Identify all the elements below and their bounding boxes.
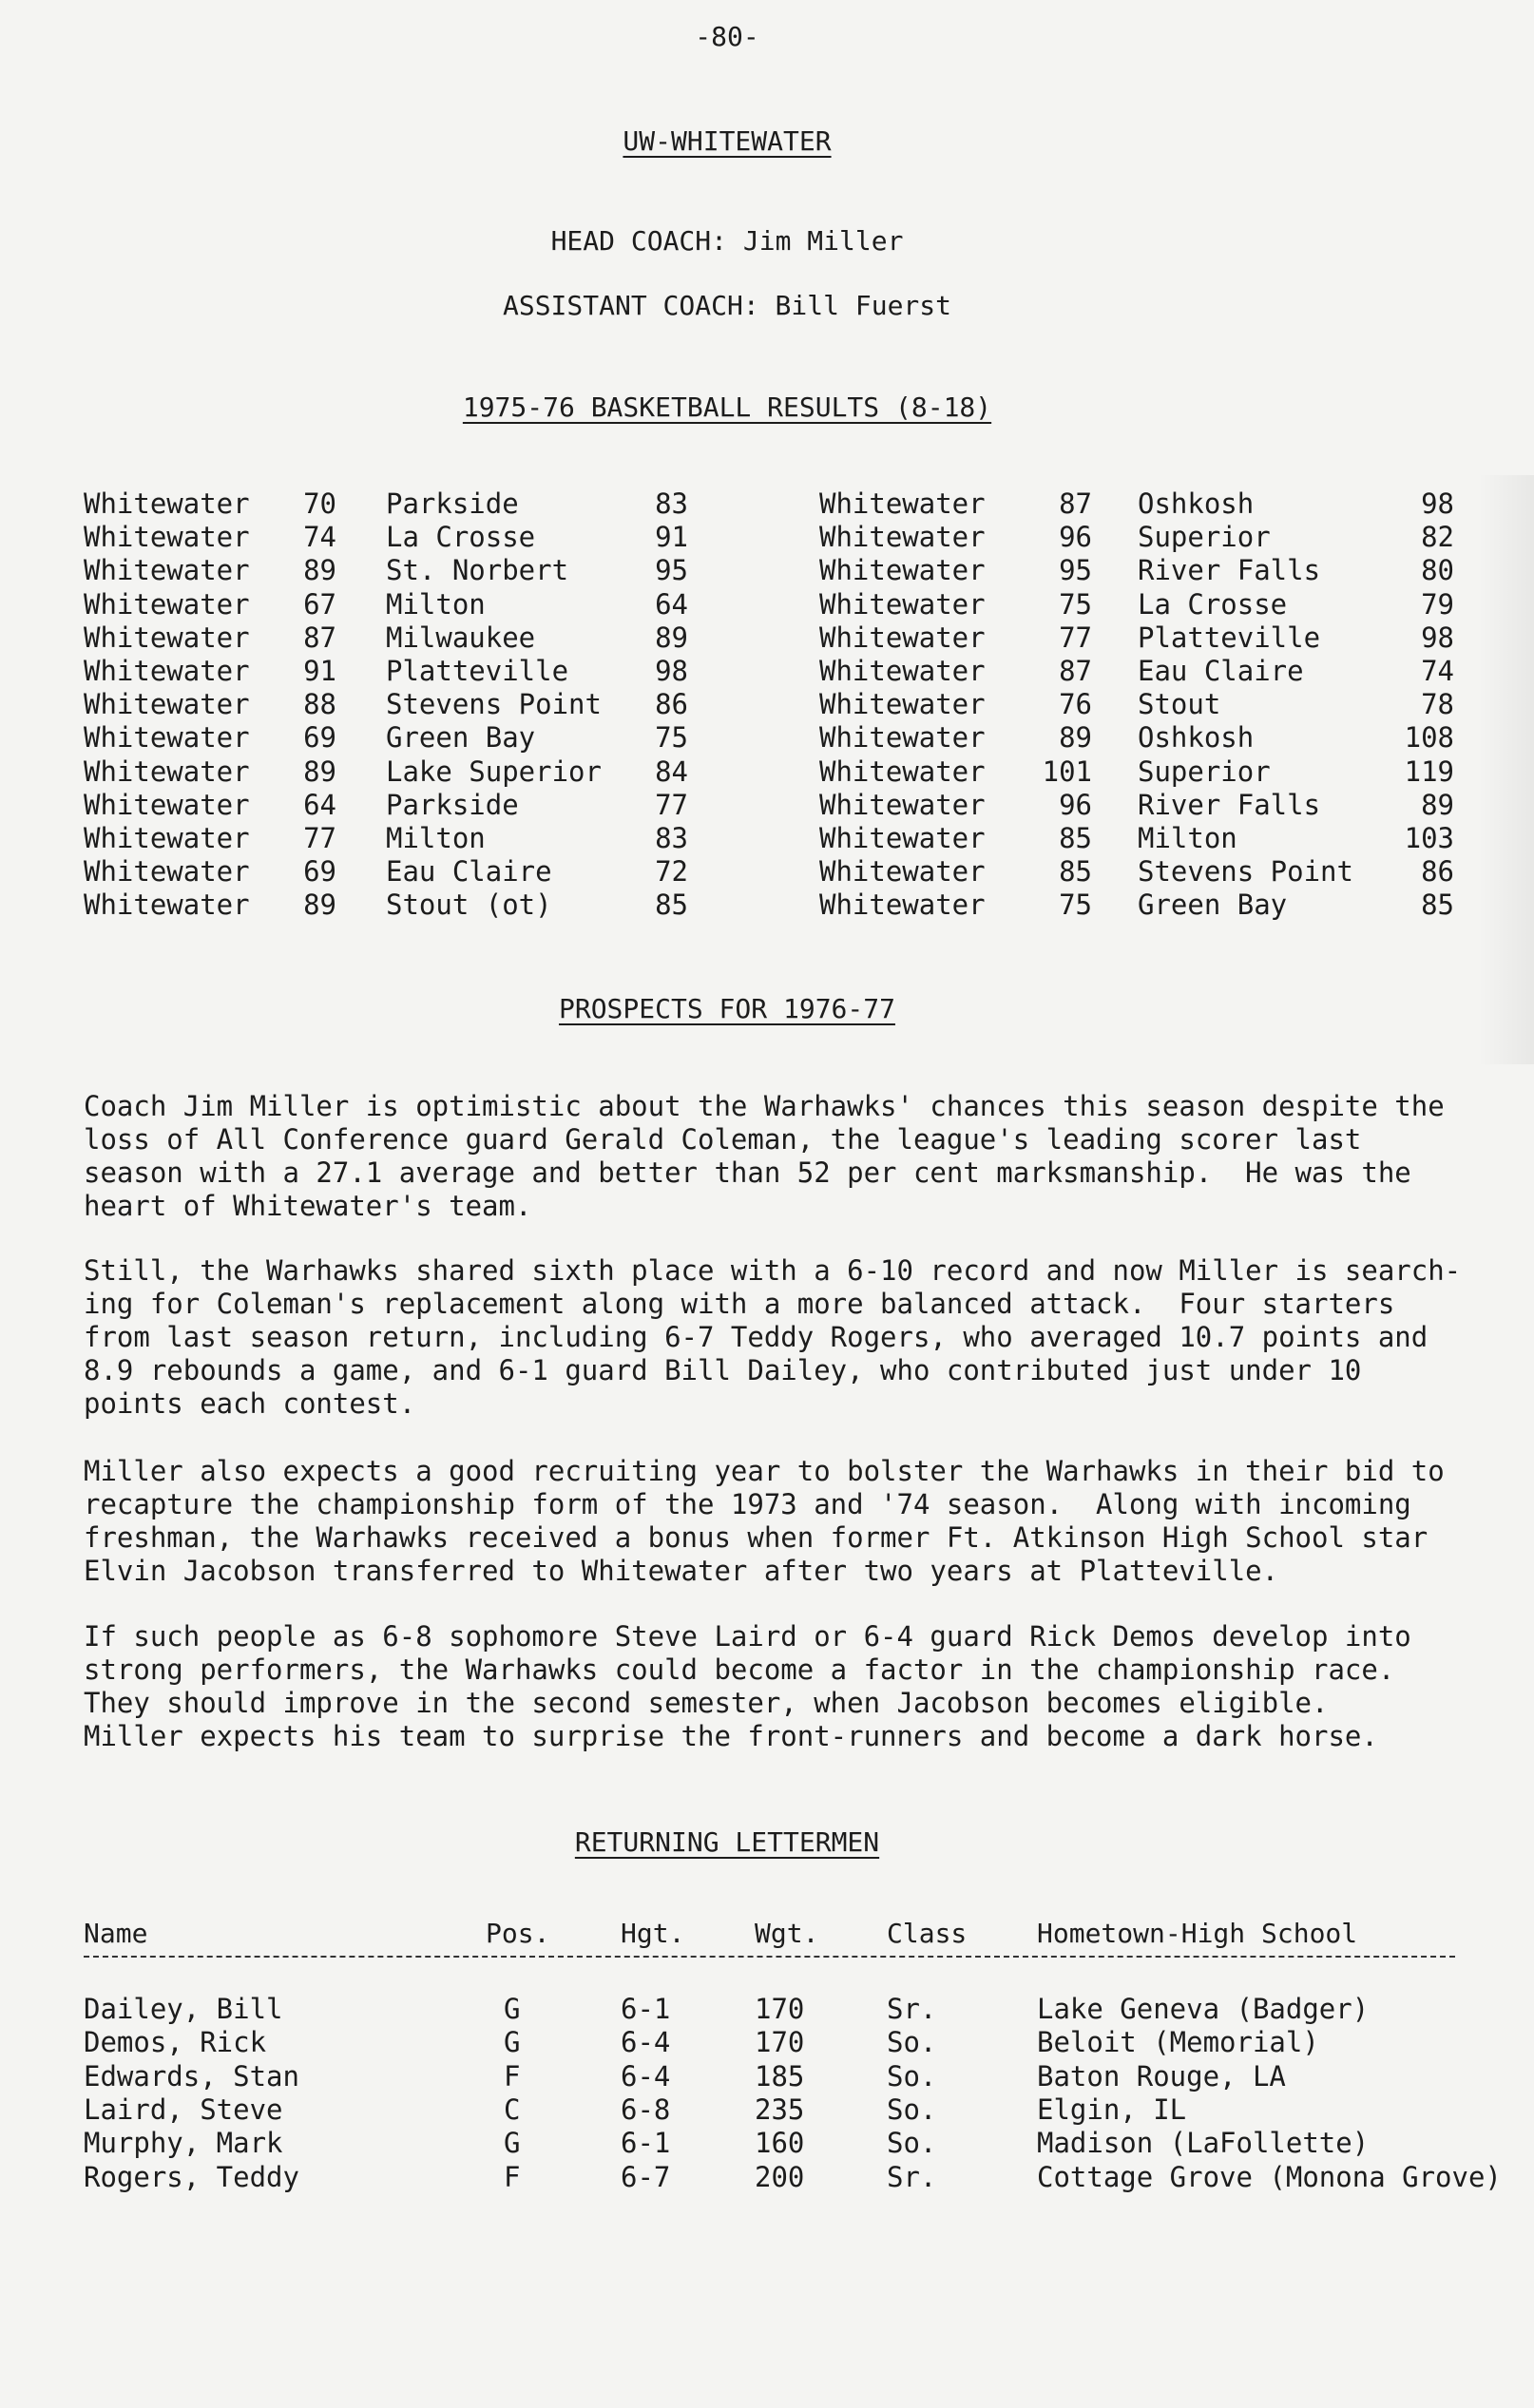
paragraph-line: heart of Whitewater's team. bbox=[84, 1190, 532, 1222]
team-name: Whitewater bbox=[84, 755, 250, 788]
player-wgt: 235 bbox=[755, 2093, 805, 2126]
team-score: 89 bbox=[303, 889, 336, 922]
paragraph bbox=[84, 1620, 1462, 1753]
results-title bbox=[0, 392, 1454, 423]
player-hgt: 6-7 bbox=[621, 2160, 671, 2193]
paragraph bbox=[84, 1254, 1462, 1421]
team-name: Whitewater bbox=[819, 587, 986, 621]
opponent-score: 72 bbox=[655, 855, 688, 889]
paragraph-line: Still, the Warhawks shared sixth place with a 6-10 record and now Miller is search- bbox=[84, 1254, 1462, 1287]
paragraph-line: They should improve in the second semester, when Jacobson becomes eligible. bbox=[84, 1687, 1329, 1719]
team-score: 96 bbox=[1059, 788, 1092, 821]
lettermen-title bbox=[0, 1826, 1454, 1858]
team-name: Whitewater bbox=[819, 487, 986, 520]
opponent-name: Oshkosh bbox=[1138, 487, 1255, 520]
opponent-name: Milton bbox=[1138, 822, 1237, 854]
paragraph-line: recapture the championship form of the 1973 and '74 season. Along with incoming bbox=[84, 1488, 1411, 1520]
result-row bbox=[0, 655, 1534, 688]
opponent-name: Milton bbox=[386, 587, 486, 621]
opponent-score: 91 bbox=[655, 521, 688, 554]
team-score: 88 bbox=[303, 688, 336, 721]
opponent-name: Milton bbox=[386, 822, 486, 854]
player-name: Murphy, Mark bbox=[84, 2127, 283, 2160]
player-class: So. bbox=[887, 2093, 937, 2126]
school-title bbox=[0, 125, 1454, 157]
opponent-name: Stout (ot) bbox=[386, 889, 552, 922]
player-name: Rogers, Teddy bbox=[84, 2160, 299, 2193]
opponent-score: 103 bbox=[1404, 822, 1454, 854]
player-wgt: 170 bbox=[755, 1993, 805, 2025]
page-number: -80- bbox=[695, 21, 759, 52]
letterman-row bbox=[0, 2026, 1534, 2059]
opponent-name: Parkside bbox=[386, 487, 519, 520]
team-name: Whitewater bbox=[819, 822, 986, 854]
team-score: 91 bbox=[303, 655, 336, 687]
opponent-score: 86 bbox=[655, 688, 688, 721]
paragraph-line: freshman, the Warhawks received a bonus when former Ft. Atkinson High School star bbox=[84, 1521, 1429, 1554]
letterman-row bbox=[0, 2127, 1534, 2160]
team-name: Whitewater bbox=[819, 755, 986, 788]
player-hgt: 6-1 bbox=[621, 2127, 671, 2160]
opponent-name: Parkside bbox=[386, 788, 519, 821]
team-name: Whitewater bbox=[819, 521, 986, 554]
lettermen-title-text: RETURNING LETTERMEN bbox=[574, 1826, 880, 1858]
results-title-text: 1975-76 BASKETBALL RESULTS (8-18) bbox=[462, 392, 992, 423]
opponent-name: Superior bbox=[1138, 755, 1271, 788]
player-hometown: Beloit (Memorial) bbox=[1037, 2026, 1319, 2059]
team-score: 69 bbox=[303, 721, 336, 755]
player-pos: G bbox=[504, 1993, 521, 2025]
opponent-name: Oshkosh bbox=[1138, 721, 1255, 755]
team-score: 76 bbox=[1059, 688, 1092, 721]
result-row bbox=[0, 789, 1534, 822]
opponent-score: 78 bbox=[1421, 688, 1454, 721]
opponent-name: La Crosse bbox=[386, 521, 536, 554]
opponent-score: 119 bbox=[1404, 755, 1454, 788]
opponent-score: 84 bbox=[655, 755, 688, 788]
opponent-score: 79 bbox=[1421, 587, 1454, 621]
opponent-score: 74 bbox=[1421, 655, 1454, 687]
result-row bbox=[0, 521, 1534, 554]
team-score: 89 bbox=[303, 755, 336, 788]
opponent-name: Platteville bbox=[1138, 621, 1321, 654]
opponent-name: Eau Claire bbox=[386, 855, 552, 889]
paragraph-line: Miller expects his team to surprise the front-runners and become a dark horse. bbox=[84, 1720, 1378, 1752]
opponent-name: Green Bay bbox=[1138, 889, 1288, 922]
opponent-name: Eau Claire bbox=[1138, 655, 1304, 687]
team-name: Whitewater bbox=[819, 688, 986, 721]
header-rule bbox=[84, 1956, 1455, 1958]
team-name: Whitewater bbox=[84, 587, 250, 621]
col-header-class: Class bbox=[887, 1918, 968, 1949]
head-coach: HEAD COACH: Jim Miller bbox=[550, 225, 904, 257]
paragraph bbox=[84, 1455, 1462, 1588]
paragraph bbox=[84, 1090, 1462, 1223]
opponent-name: Superior bbox=[1138, 521, 1271, 554]
result-row bbox=[0, 621, 1534, 655]
team-score: 87 bbox=[303, 621, 336, 654]
col-header-wgt: Wgt. bbox=[755, 1918, 819, 1949]
team-name: Whitewater bbox=[84, 487, 250, 520]
paragraph-line: points each contest. bbox=[84, 1387, 416, 1420]
team-name: Whitewater bbox=[819, 855, 986, 889]
letterman-row bbox=[0, 2161, 1534, 2194]
team-name: Whitewater bbox=[84, 788, 250, 821]
paragraph-line: If such people as 6-8 sophomore Steve Laird or 6-4 guard Rick Demos develop into bbox=[84, 1620, 1411, 1653]
paragraph-line: Coach Jim Miller is optimistic about the Warhawks' chances this season despite the bbox=[84, 1090, 1445, 1122]
result-row bbox=[0, 755, 1534, 789]
team-score: 77 bbox=[303, 822, 336, 854]
player-class: Sr. bbox=[887, 1993, 937, 2025]
team-name: Whitewater bbox=[84, 688, 250, 721]
player-pos: G bbox=[504, 2127, 521, 2160]
player-class: So. bbox=[887, 2059, 937, 2093]
player-hometown: Cottage Grove (Monona Grove) bbox=[1037, 2160, 1502, 2193]
col-header-hgt: Hgt. bbox=[621, 1918, 685, 1949]
letterman-row bbox=[0, 2093, 1534, 2127]
opponent-name: River Falls bbox=[1138, 788, 1321, 821]
opponent-score: 95 bbox=[655, 554, 688, 587]
letterman-row bbox=[0, 1993, 1534, 2026]
result-row bbox=[0, 721, 1534, 755]
opponent-name: River Falls bbox=[1138, 554, 1321, 587]
player-hgt: 6-8 bbox=[621, 2093, 671, 2126]
team-name: Whitewater bbox=[84, 655, 250, 687]
result-row bbox=[0, 855, 1534, 889]
team-score: 101 bbox=[1042, 755, 1092, 788]
opponent-name: Stevens Point bbox=[1138, 855, 1353, 889]
player-wgt: 170 bbox=[755, 2026, 805, 2059]
col-header-name: Name bbox=[84, 1918, 148, 1949]
player-hometown: Elgin, IL bbox=[1037, 2093, 1187, 2126]
team-score: 70 bbox=[303, 487, 336, 520]
opponent-score: 75 bbox=[655, 721, 688, 755]
prospects-title bbox=[0, 993, 1454, 1024]
prospects-title-text: PROSPECTS FOR 1976-77 bbox=[558, 993, 895, 1024]
opponent-score: 77 bbox=[655, 788, 688, 821]
paragraph-line: season with a 27.1 average and better than 52 per cent marksmanship. He was the bbox=[84, 1156, 1411, 1189]
opponent-name: Stevens Point bbox=[386, 688, 602, 721]
player-pos: G bbox=[504, 2026, 521, 2059]
player-class: So. bbox=[887, 2026, 937, 2059]
col-header-pos: Pos. bbox=[486, 1918, 550, 1949]
player-name: Demos, Rick bbox=[84, 2026, 267, 2059]
player-name: Laird, Steve bbox=[84, 2093, 283, 2126]
team-name: Whitewater bbox=[819, 721, 986, 755]
player-wgt: 200 bbox=[755, 2160, 805, 2193]
team-score: 64 bbox=[303, 788, 336, 821]
player-wgt: 185 bbox=[755, 2059, 805, 2093]
team-name: Whitewater bbox=[84, 521, 250, 554]
team-score: 74 bbox=[303, 521, 336, 554]
paragraph-line: strong performers, the Warhawks could become a factor in the championship race. bbox=[84, 1653, 1395, 1686]
opponent-score: 83 bbox=[655, 487, 688, 520]
player-name: Dailey, Bill bbox=[84, 1993, 283, 2025]
team-score: 77 bbox=[1059, 621, 1092, 654]
team-name: Whitewater bbox=[84, 855, 250, 889]
opponent-name: Platteville bbox=[386, 655, 569, 687]
team-score: 67 bbox=[303, 587, 336, 621]
result-row bbox=[0, 688, 1534, 721]
opponent-name: Stout bbox=[1138, 688, 1221, 721]
paragraph-line: ing for Coleman's replacement along with a more balanced attack. Four starters bbox=[84, 1288, 1395, 1320]
opponent-name: Lake Superior bbox=[386, 755, 602, 788]
team-score: 75 bbox=[1059, 587, 1092, 621]
opponent-name: Green Bay bbox=[386, 721, 536, 755]
player-pos: C bbox=[504, 2093, 521, 2126]
team-name: Whitewater bbox=[84, 721, 250, 755]
team-score: 69 bbox=[303, 855, 336, 889]
result-row bbox=[0, 554, 1534, 587]
paragraph-line: Elvin Jacobson transferred to Whitewater after two years at Platteville. bbox=[84, 1555, 1279, 1587]
player-hometown: Madison (LaFollette) bbox=[1037, 2127, 1370, 2160]
opponent-score: 83 bbox=[655, 822, 688, 854]
col-header-hometown: Hometown-High School bbox=[1037, 1918, 1358, 1949]
team-score: 87 bbox=[1059, 487, 1092, 520]
player-hometown: Lake Geneva (Badger) bbox=[1037, 1993, 1370, 2025]
team-score: 95 bbox=[1059, 554, 1092, 587]
opponent-score: 98 bbox=[655, 655, 688, 687]
player-pos: F bbox=[504, 2059, 521, 2093]
opponent-score: 82 bbox=[1421, 521, 1454, 554]
team-score: 89 bbox=[1059, 721, 1092, 755]
assistant-coach: ASSISTANT COACH: Bill Fuerst bbox=[502, 290, 951, 321]
player-hgt: 6-1 bbox=[621, 1993, 671, 2025]
team-score: 85 bbox=[1059, 855, 1092, 889]
opponent-name: St. Norbert bbox=[386, 554, 569, 587]
team-score: 85 bbox=[1059, 822, 1092, 854]
paragraph-line: loss of All Conference guard Gerald Coleman, the league's leading scorer last bbox=[84, 1123, 1362, 1156]
opponent-score: 86 bbox=[1421, 855, 1454, 889]
opponent-score: 64 bbox=[655, 587, 688, 621]
opponent-score: 108 bbox=[1404, 721, 1454, 755]
opponent-score: 85 bbox=[1421, 889, 1454, 922]
player-hgt: 6-4 bbox=[621, 2026, 671, 2059]
team-score: 87 bbox=[1059, 655, 1092, 687]
player-class: So. bbox=[887, 2127, 937, 2160]
opponent-score: 89 bbox=[1421, 788, 1454, 821]
result-row bbox=[0, 588, 1534, 621]
letterman-row bbox=[0, 2060, 1534, 2093]
result-row bbox=[0, 487, 1534, 521]
team-name: Whitewater bbox=[84, 889, 250, 922]
team-name: Whitewater bbox=[819, 788, 986, 821]
result-row bbox=[0, 822, 1534, 855]
opponent-score: 85 bbox=[655, 889, 688, 922]
team-name: Whitewater bbox=[84, 554, 250, 587]
player-wgt: 160 bbox=[755, 2127, 805, 2160]
team-name: Whitewater bbox=[819, 621, 986, 654]
player-class: Sr. bbox=[887, 2160, 937, 2193]
paragraph-line: from last season return, including 6-7 Teddy Rogers, who averaged 10.7 points and bbox=[84, 1321, 1429, 1353]
team-name: Whitewater bbox=[819, 889, 986, 922]
player-pos: F bbox=[504, 2160, 521, 2193]
paragraph-line: 8.9 rebounds a game, and 6-1 guard Bill Dailey, who contributed just under 10 bbox=[84, 1354, 1362, 1386]
opponent-name: La Crosse bbox=[1138, 587, 1288, 621]
team-score: 89 bbox=[303, 554, 336, 587]
opponent-score: 80 bbox=[1421, 554, 1454, 587]
opponent-score: 98 bbox=[1421, 487, 1454, 520]
school-title-text: UW-WHITEWATER bbox=[623, 125, 832, 157]
result-row bbox=[0, 889, 1534, 922]
paragraph-line: Miller also expects a good recruiting year to bolster the Warhawks in their bid to bbox=[84, 1455, 1445, 1487]
team-score: 75 bbox=[1059, 889, 1092, 922]
team-name: Whitewater bbox=[84, 621, 250, 654]
player-hgt: 6-4 bbox=[621, 2059, 671, 2093]
team-name: Whitewater bbox=[819, 554, 986, 587]
team-name: Whitewater bbox=[819, 655, 986, 687]
team-name: Whitewater bbox=[84, 822, 250, 854]
player-hometown: Baton Rouge, LA bbox=[1037, 2059, 1286, 2093]
opponent-score: 89 bbox=[655, 621, 688, 654]
team-score: 96 bbox=[1059, 521, 1092, 554]
opponent-name: Milwaukee bbox=[386, 621, 536, 654]
player-name: Edwards, Stan bbox=[84, 2059, 299, 2093]
opponent-score: 98 bbox=[1421, 621, 1454, 654]
